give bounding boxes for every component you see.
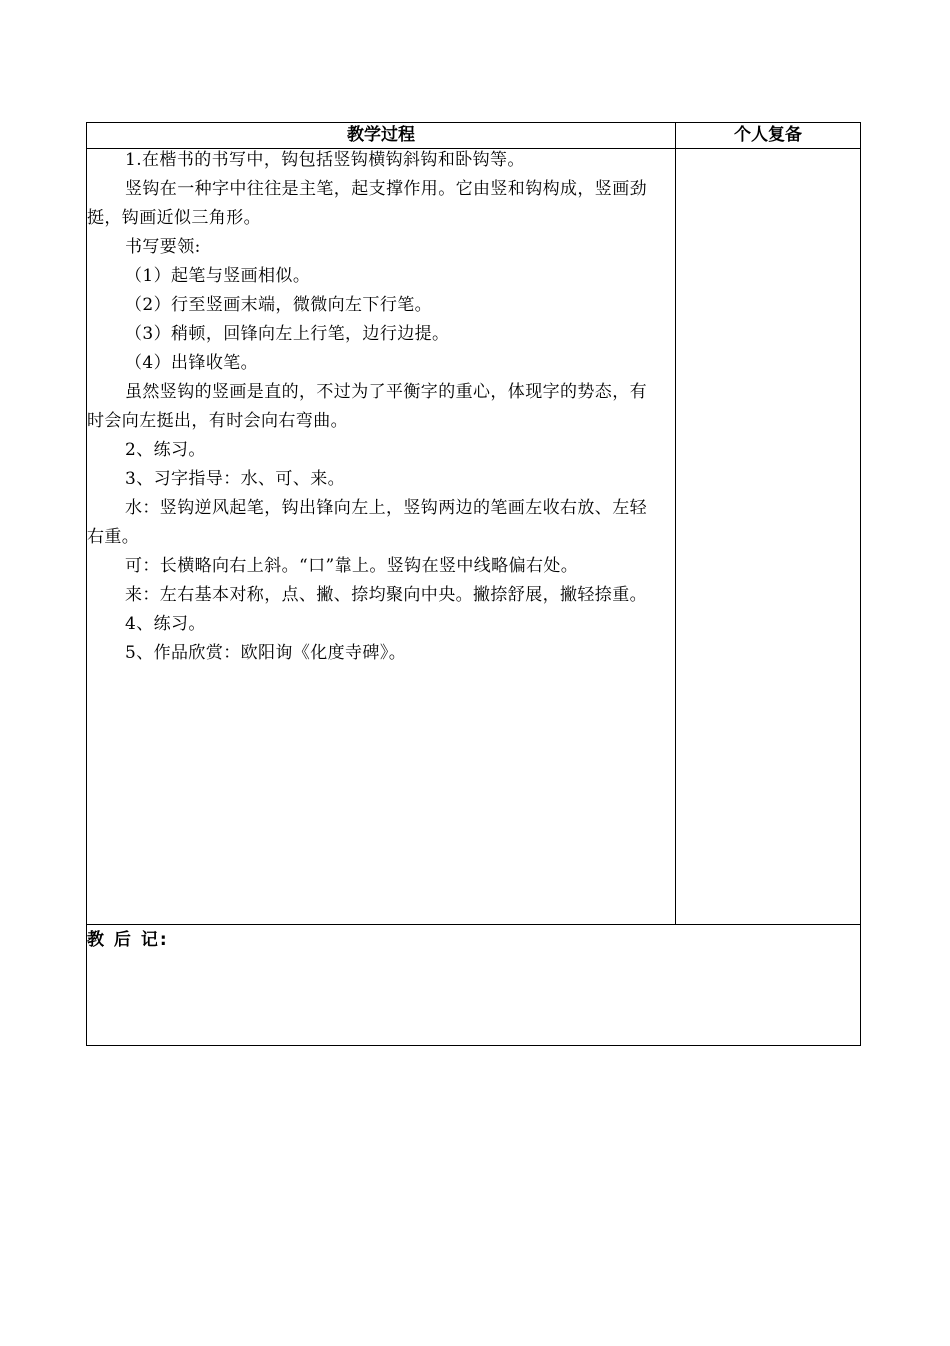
paragraph: （1）起笔与竖画相似。: [125, 266, 311, 286]
after-class-row: [87, 925, 861, 1046]
paragraph: 1.在楷书的书写中，钩包括竖钩横钩斜钩和卧钩等。: [125, 150, 525, 170]
paragraph: 书写要领:: [125, 237, 201, 257]
paragraph: 虽然竖钩的竖画是直的，不过为了平衡字的重心，体现字的势态，有时会向左挺出，有时会向右弯曲。: [87, 382, 647, 431]
after-class-notes-cell: [87, 925, 861, 1046]
paragraph: （2）行至竖画末端，微微向左下行笔。: [125, 295, 433, 315]
paragraph: 竖钩在一种字中往往是主笔，起支撑作用。它由竖和钩构成，竖画劲挺，钩画近似三角形。: [87, 179, 647, 228]
lesson-plan-table: [86, 122, 861, 1046]
personal-review-cell: [676, 149, 861, 925]
after-class-label: 教 后 记:: [87, 930, 169, 950]
paragraph: 来：左右基本对称，点、撇、捺均聚向中央。撇捺舒展，撇轻捺重。: [125, 585, 647, 605]
paragraph: 水：竖钩逆风起笔，钩出锋向左上，竖钩两边的笔画左收右放、左轻右重。: [87, 498, 647, 547]
paragraph: 3、习字指导：水、可、来。: [125, 469, 346, 489]
paragraph: 4、练习。: [125, 614, 206, 634]
teaching-process-header: 教学过程: [87, 123, 676, 149]
content-row: [87, 149, 861, 925]
paragraph: （4）出锋收笔。: [125, 353, 259, 373]
paragraph: （3）稍顿，回锋向左上行笔，边行边提。: [125, 324, 450, 344]
personal-review-header: 个人复备: [676, 123, 861, 149]
paragraph: 5、作品欣赏：欧阳询《化度寺碑》。: [125, 643, 407, 663]
teaching-process-cell: [87, 149, 676, 925]
paragraph: 2、练习。: [125, 440, 206, 460]
header-row: [87, 123, 861, 149]
paragraph: 可：长横略向右上斜。“口”靠上。竖钩在竖中线略偏右处。: [125, 556, 579, 576]
